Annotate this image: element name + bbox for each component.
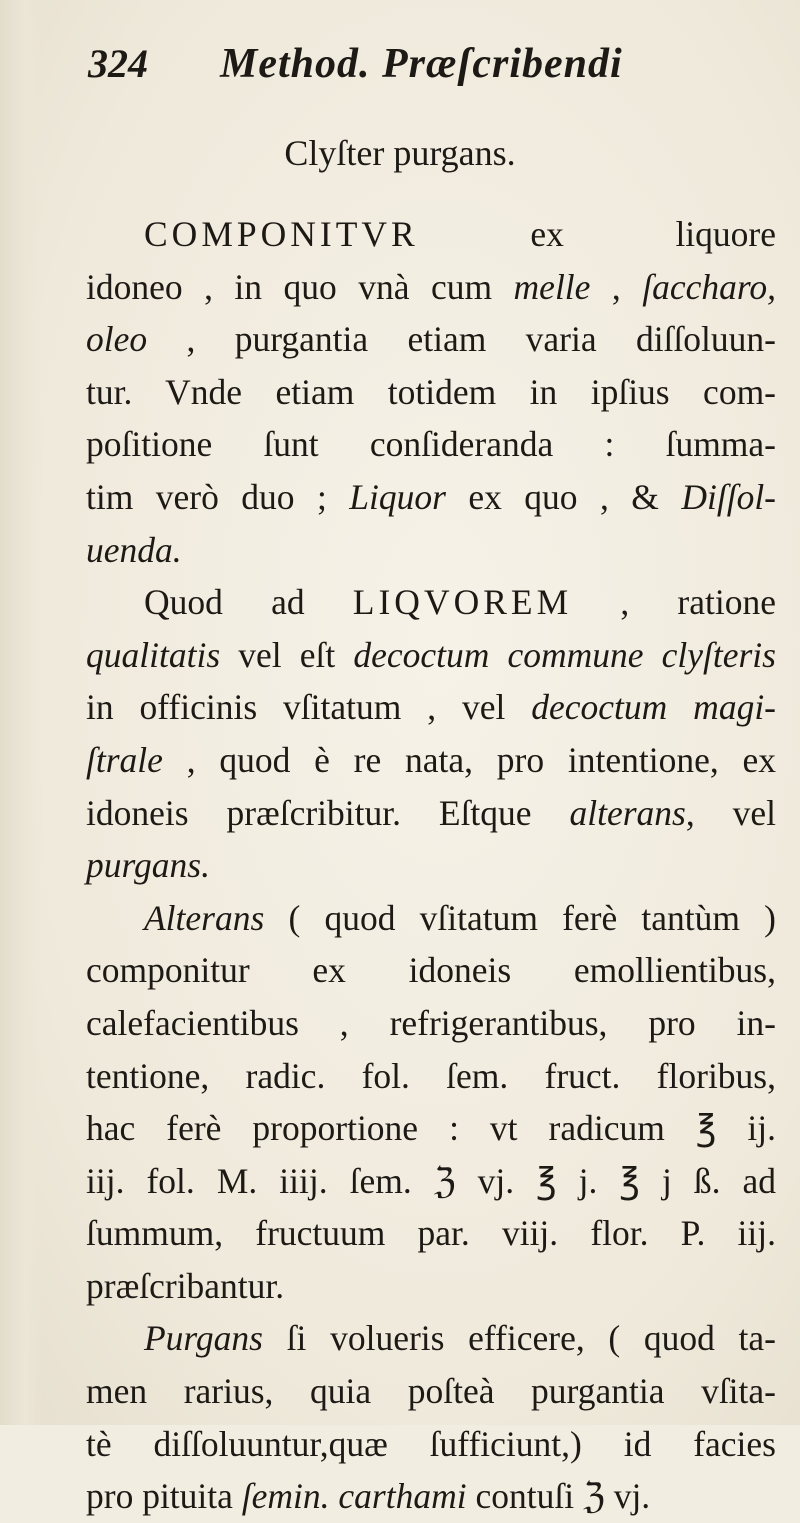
text-line <box>86 1102 776 1155</box>
text-line <box>86 261 776 314</box>
text-segment: tur. Vnde etiam totidem in ipſius com- <box>86 371 776 412</box>
text-segment: ex quo , & <box>445 476 682 517</box>
text-segment: ex liquore <box>418 214 776 254</box>
text-segment: vel eſt <box>220 634 354 675</box>
text-segment: contuſi ℨ vj. <box>466 1476 651 1517</box>
page-gutter <box>0 0 42 1425</box>
text-segment: , ratione <box>572 582 776 623</box>
text-segment: ſummum, fructuum par. viij. flor. P. iij. <box>86 1213 776 1254</box>
text-segment: decoctum magi- <box>531 687 777 728</box>
running-head: Method. Præſcribendi <box>220 41 623 87</box>
text-line <box>86 1155 776 1208</box>
text-line <box>86 418 776 471</box>
text-line <box>86 313 776 366</box>
text-segment: tim verò duo ; <box>86 476 350 517</box>
text-segment: Liquor <box>349 476 446 517</box>
text-segment: decoctum commune clyſteris <box>353 634 776 675</box>
text-segment: calefacientibus , refrigerantibus, pro in- <box>86 1002 776 1043</box>
text-line <box>86 524 776 577</box>
text-segment: ſaccharo, <box>642 266 776 307</box>
page-header <box>88 38 688 94</box>
text-segment: Quod ad <box>144 582 353 623</box>
text-segment: ſi volueris efficere, ( quod ta- <box>263 1318 776 1359</box>
text-line <box>86 1470 776 1523</box>
text-segment: hac ferè proportione : vt radicum ℥ ij. <box>86 1108 776 1149</box>
text-segment: poſitione ſunt conſideranda : ſumma- <box>86 424 776 465</box>
text-segment: Alterans <box>144 897 265 938</box>
text-line <box>86 839 776 892</box>
text-segment: purgans. <box>86 845 210 886</box>
text-segment: , <box>590 266 643 307</box>
text-segment: oleo <box>86 319 148 360</box>
text-segment: LIQVOREM <box>352 582 573 623</box>
text-line <box>86 734 776 787</box>
text-segment: , purgantia etiam varia diſſoluun- <box>147 319 776 360</box>
text-line <box>86 366 776 419</box>
text-line <box>86 1260 776 1313</box>
text-segment: , quod è re nata, pro intentione, ex <box>162 739 776 780</box>
text-line <box>86 629 776 682</box>
text-segment: idoneo , in quo vnà cum <box>86 266 514 307</box>
text-segment: , vel <box>685 792 776 833</box>
text-segment: ſemin. carthami <box>241 1476 467 1517</box>
text-line <box>86 1312 776 1365</box>
text-segment: Diſſol- <box>681 476 777 517</box>
text-segment: ſtrale <box>86 739 163 780</box>
text-segment: ( quod vſitatum ferè tantùm ) <box>264 897 776 938</box>
text-segment: tè diſſoluuntur,quæ ſufficiunt,) id facies <box>86 1423 776 1464</box>
text-line <box>86 1418 776 1471</box>
page-number: 324 <box>88 41 148 86</box>
text-line <box>86 1207 776 1260</box>
text-segment: iij. fol. M. iiij. ſem. ℨ vj. ℥ j. ℥ j ß. ad <box>86 1160 776 1201</box>
text-segment: pro pituita <box>86 1476 242 1517</box>
text-segment: in officinis vſitatum , vel <box>86 687 532 728</box>
text-line <box>86 787 776 840</box>
text-segment: idoneis præſcribitur. Eſtque <box>86 792 570 833</box>
text-line <box>86 892 776 945</box>
body-text <box>86 208 776 1523</box>
text-line <box>86 1365 776 1418</box>
text-segment: alterans <box>569 792 686 833</box>
text-segment: men rarius, quia poſteà purgantia vſita- <box>86 1371 776 1412</box>
text-segment: præſcribantur. <box>86 1265 285 1306</box>
text-segment: Purgans <box>144 1318 263 1359</box>
text-segment: melle <box>513 266 591 307</box>
text-segment: qualitatis <box>86 634 221 675</box>
text-line <box>86 208 776 261</box>
text-segment: COMPONITVR <box>144 214 419 254</box>
section-title: Clyſter purgans. <box>284 133 516 173</box>
text-line <box>86 576 776 629</box>
text-line <box>86 681 776 734</box>
text-line <box>86 1050 776 1103</box>
text-segment: componitur ex idoneis emollientibus, <box>86 950 776 991</box>
text-line <box>86 471 776 524</box>
text-line <box>86 944 776 997</box>
text-segment: tentione, radic. fol. ſem. fruct. floribus, <box>86 1055 776 1096</box>
text-segment: uenda. <box>86 529 182 570</box>
text-line <box>86 997 776 1050</box>
